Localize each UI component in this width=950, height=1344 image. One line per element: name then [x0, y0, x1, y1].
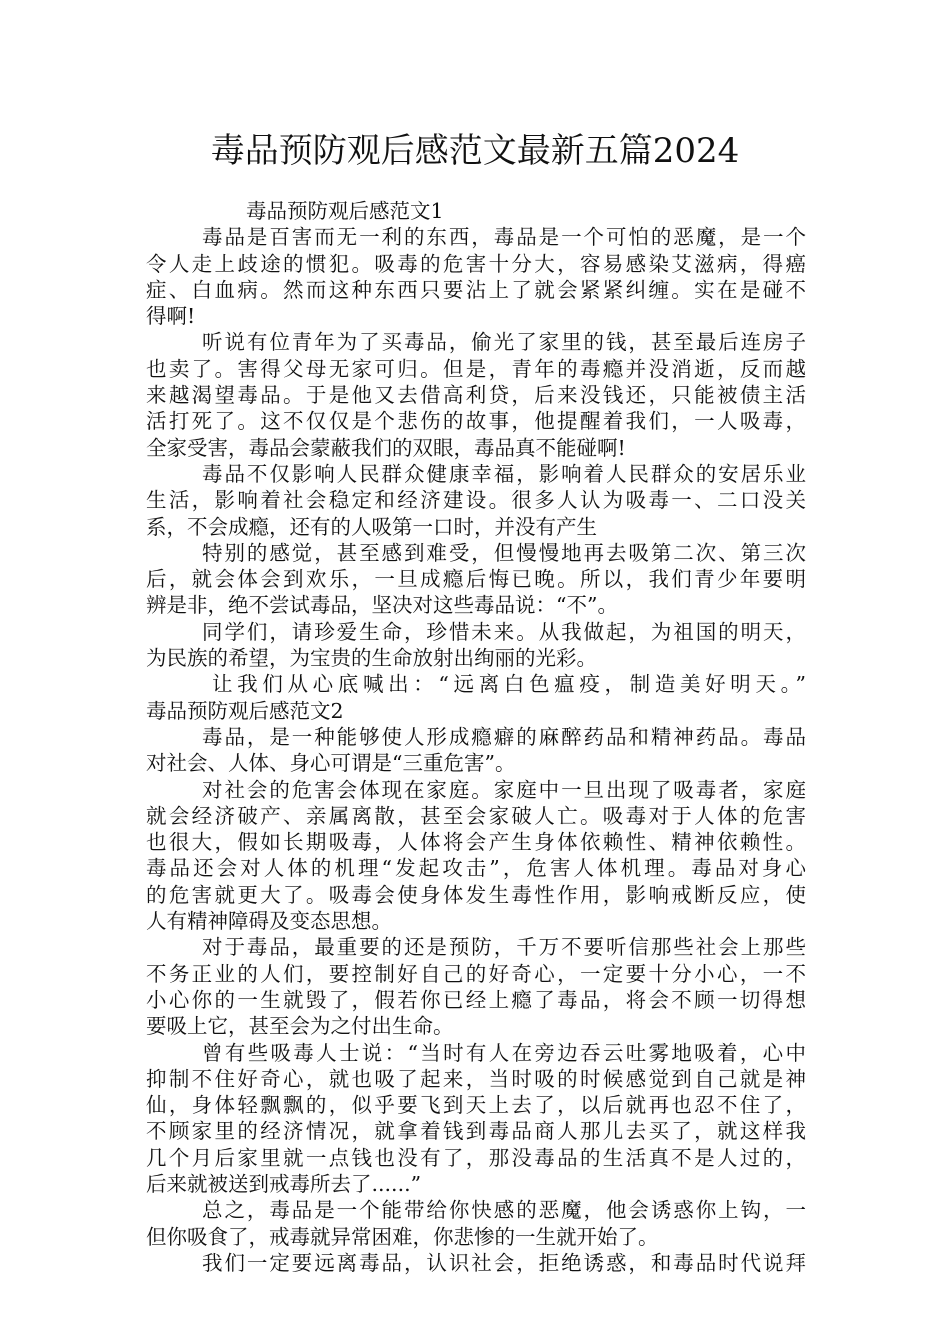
text-line: 也卖了。害得父母无家可归。但是，青年的毒瘾并没消逝，反而越: [146, 356, 806, 381]
text-line: 对社会的危害会体现在家庭。家庭中一旦出现了吸毒者，家庭: [202, 777, 806, 802]
text-line: 毒品预防观后感范文1: [246, 199, 444, 223]
text-line: 的危害就更大了。吸毒会使身体发生毒性作用，影响戒断反应，使: [146, 882, 806, 907]
text-line: 毒品还会对人体的机理“发起攻击”，危害人体机理。毒品对身心: [146, 856, 806, 881]
text-line: 不顾家里的经济情况，就拿着钱到毒品商人那儿去买了，就这样我: [146, 1119, 806, 1144]
text-line: 让我们从心底喊出：“远离白色瘟疫，制造美好明天。”: [212, 672, 806, 697]
text-line: 要吸上它，甚至会为之付出生命。: [146, 1014, 454, 1039]
text-line: 毒品预防观后感范文2: [146, 698, 344, 723]
text-line: 几个月后家里就一点钱也没有了，那没毒品的生活真不是人过的，: [146, 1145, 806, 1170]
text-line: 后，就会体会到欢乐，一旦成瘾后悔已晚。所以，我们青少年要明: [146, 567, 806, 592]
text-line: 特别的感觉，甚至感到难受，但慢慢地再去吸第二次、第三次: [202, 540, 806, 565]
text-line: 症、白血病。然而这种东西只要沾上了就会紧紧纠缠。实在是碰不: [146, 277, 806, 302]
document-body: [146, 198, 806, 1276]
text-line: 听说有位青年为了买毒品，偷光了家里的钱，甚至最后连房子: [202, 330, 806, 355]
text-line: 但你吸食了，戒毒就异常困难，你悲惨的一生就开始了。: [146, 1224, 659, 1249]
text-line: 同学们，请珍爱生命，珍惜未来。从我做起，为祖国的明天，: [202, 619, 806, 644]
text-line: 全家受害，毒品会蒙蔽我们的双眼，毒品真不能碰啊!: [146, 435, 626, 460]
text-line: 总之，毒品是一个能带给你快感的恶魔，他会诱惑你上钩，一: [202, 1198, 806, 1223]
text-line: 辨是非，绝不尝试毒品，坚决对这些毒品说：“不”。: [146, 593, 618, 618]
text-line: 毒品不仅影响人民群众健康幸福，影响着人民群众的安居乐业: [202, 461, 806, 486]
text-line: 对社会、人体、身心可谓是“三重危害”。: [146, 751, 516, 776]
text-line: 后来就被送到戒毒所去了......”: [146, 1171, 422, 1196]
document-title: 毒品预防观后感范文最新五篇2024: [210, 131, 740, 171]
text-line: 就会经济破产、亲属离散，甚至会家破人亡。吸毒对于人体的危害: [146, 803, 806, 828]
text-line: 为民族的希望，为宝贵的生命放射出绚丽的光彩。: [146, 646, 597, 671]
text-line: 不务正业的人们，要控制好自己的好奇心，一定要十分小心，一不: [146, 961, 806, 986]
text-line: 仙，身体轻飘飘的，似乎要飞到天上去了，以后就再也忍不住了，: [146, 1093, 806, 1118]
text-line: 曾有些吸毒人士说：“当时有人在旁边吞云吐雾地吸着，心中: [202, 1040, 806, 1065]
text-line: 毒品，是一种能够使人形成瘾癖的麻醉药品和精神药品。毒品: [202, 724, 806, 749]
text-line: 也很大，假如长期吸毒，人体将会产生身体依赖性、精神依赖性。: [146, 830, 806, 855]
text-line: 令人走上歧途的惯犯。吸毒的危害十分大，容易感染艾滋病，得癌: [146, 251, 806, 276]
text-line: 对于毒品，最重要的还是预防，千万不要听信那些社会上那些: [202, 935, 806, 960]
text-line: 毒品是百害而无一利的东西，毒品是一个可怕的恶魔，是一个: [202, 225, 806, 250]
text-line: 活打死了。这不仅仅是个悲伤的故事，他提醒着我们，一人吸毒，: [146, 409, 806, 434]
text-line: 人有精神障碍及变态思想。: [146, 909, 392, 934]
text-line: 得啊!: [146, 304, 196, 329]
text-line: 系，不会成瘾，还有的人吸第一口时，并没有产生: [146, 514, 597, 539]
text-line: 来越渴望毒品。于是他又去借高利贷，后来没钱还，只能被债主活: [146, 383, 806, 408]
text-line: 小心你的一生就毁了，假若你已经上瘾了毒品，将会不顾一切得想: [146, 987, 806, 1012]
text-line: 抑制不住好奇心，就也吸了起来，当时吸的时候感觉到自己就是神: [146, 1066, 806, 1091]
text-line: 我们一定要远离毒品，认识社会，拒绝诱惑，和毒品时代说拜: [202, 1250, 806, 1275]
text-line: 生活，影响着社会稳定和经济建设。很多人认为吸毒一、二口没关: [146, 488, 806, 513]
